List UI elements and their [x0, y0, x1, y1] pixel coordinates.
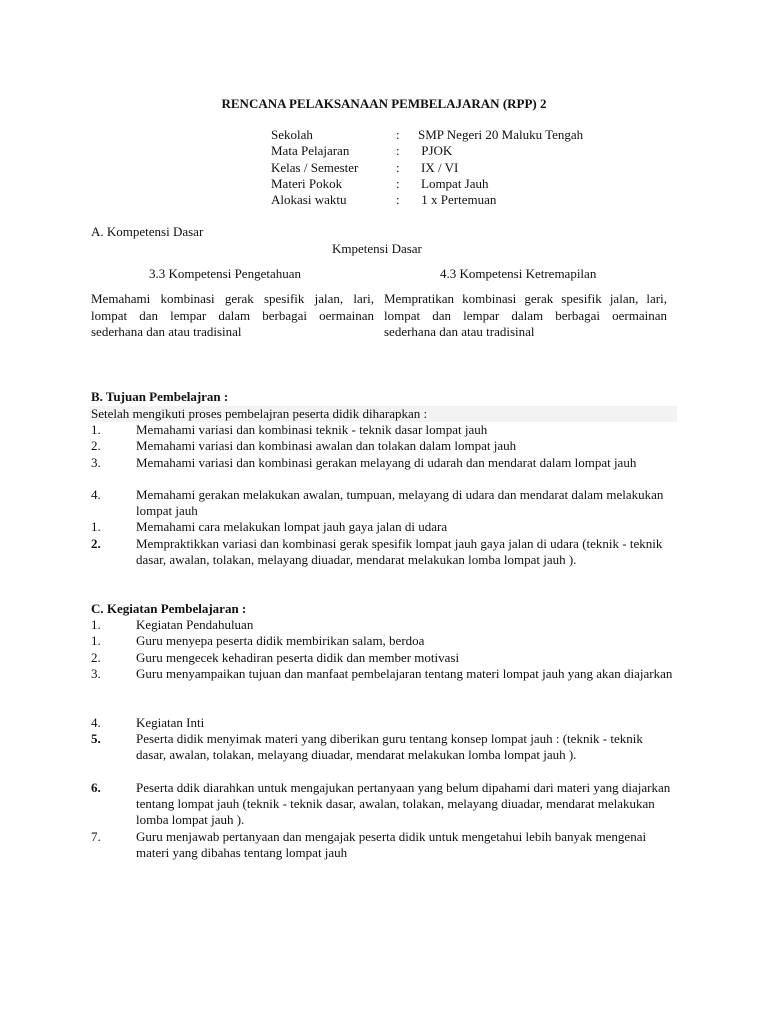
section-a-heading: A. Kompetensi Dasar [91, 224, 204, 239]
list-number: 4. [91, 487, 101, 502]
section-c-heading: C. Kegiatan Pembelajaran : [91, 601, 247, 616]
list-item: Peserta ddik diarahkan untuk mengajukan pertanyaan yang belum dipahami dari materi yang diajarkan tentang lompat jauh (teknik - teknik dasar, awalan, tolakan, melayang diuadar, mendarat melakukan lomba lompat jauh ). [136, 780, 671, 828]
info-value-materi: Lompat Jauh [421, 176, 489, 191]
competency-table-title: Kmpetensi Dasar [332, 241, 422, 256]
document-title: RENCANA PELAKSANAAN PEMBELAJARAN (RPP) 2 [221, 96, 547, 111]
section-b-intro: Setelah mengikuti proses pembelajran peserta didik diharapkan : [91, 406, 428, 421]
info-colon: : [396, 127, 400, 142]
list-number: 3. [91, 666, 101, 681]
list-item: Memahami cara melakukan lompat jauh gaya jalan di udara [136, 519, 448, 534]
competency-col2-text: Mempratikan kombinasi gerak spesifik jalan, lari, lompat dan lempar dalam berbagai oermainan sederhana dan atau tradisinal [384, 291, 667, 339]
list-number: 6. [91, 780, 101, 795]
competency-col2-heading: 4.3 Kompetensi Ketremapilan [440, 266, 597, 281]
list-number: 1. [91, 633, 101, 648]
list-number: 2. [91, 438, 101, 453]
list-number: 1. [91, 617, 101, 632]
list-item: Guru menjawab pertanyaan dan mengajak peserta didik untuk mengetahui lebih banyak mengenai materi yang dibahas tentang lompat jauh [136, 829, 647, 861]
info-value-sekolah: SMP Negeri 20 Maluku Tengah [418, 127, 584, 142]
list-number: 4. [91, 715, 101, 730]
list-item: Memahami variasi dan kombinasi awalan dan tolakan dalam lompat jauh [136, 438, 517, 453]
list-item: Kegiatan Inti [136, 715, 205, 730]
list-number: 1. [91, 519, 101, 534]
info-colon: : [396, 176, 400, 191]
competency-col1-text: Memahami kombinasi gerak spesifik jalan, lari, lompat dan lempar dalam berbagai oermainan sederhana dan atau tradisinal [91, 291, 374, 339]
list-item: Guru mengecek kehadiran peserta didik dan member motivasi [136, 650, 460, 665]
list-item: Memahami gerakan melakukan awalan, tumpuan, melayang di udara dan mendarat dalam melakukan lompat jauh [136, 487, 664, 519]
list-number: 1. [91, 422, 101, 437]
info-label-sekolah: Sekolah [271, 127, 313, 142]
info-value-mapel: PJOK [418, 143, 453, 158]
list-item: Memahami variasi dan kombinasi teknik - teknik dasar lompat jauh [136, 422, 488, 437]
list-item: Guru menyampaikan tujuan dan manfaat pembelajaran tentang materi lompat jauh yang akan diajarkan [136, 666, 673, 681]
list-number: 2. [91, 650, 101, 665]
list-item: Peserta didik menyimak materi yang diberikan guru tentang konsep lompat jauh : (teknik - teknik dasar, awalan, tolakan, melayang diuadar, mendarat melakukan lomba lompat jauh ). [136, 731, 643, 763]
info-label-mapel: Mata Pelajaran [271, 143, 350, 158]
list-number: 7. [91, 829, 101, 844]
info-colon: : [396, 143, 400, 158]
list-item: Kegiatan Pendahuluan [136, 617, 254, 632]
list-item: Mempraktikkan variasi dan kombinasi gerak spesifik lompat jauh gaya jalan di udara (teknik - teknik dasar, awalan, tolakan, melayang diuadar, mendarat melakukan lomba lompat jauh ). [136, 536, 663, 568]
info-value-kelas: IX / VI [421, 160, 459, 175]
info-colon: : [396, 160, 400, 175]
competency-col1-heading: 3.3 Kompetensi Pengetahuan [149, 266, 301, 281]
info-value-alokasi: 1 x Pertemuan [418, 192, 497, 207]
list-item: Guru menyepa peserta didik membirikan salam, berdoa [136, 633, 425, 648]
info-label-alokasi: Alokasi waktu [271, 192, 347, 207]
list-number: 2. [91, 536, 101, 551]
list-number: 3. [91, 455, 101, 470]
info-label-materi: Materi Pokok [271, 176, 343, 191]
section-b-heading: B. Tujuan Pembelajran : [91, 389, 229, 404]
info-label-kelas: Kelas / Semester [271, 160, 359, 175]
list-item: Memahami variasi dan kombinasi gerakan melayang di udarah dan mendarat dalam lompat jauh [136, 455, 637, 470]
list-number: 5. [91, 731, 101, 746]
info-colon: : [396, 192, 400, 207]
